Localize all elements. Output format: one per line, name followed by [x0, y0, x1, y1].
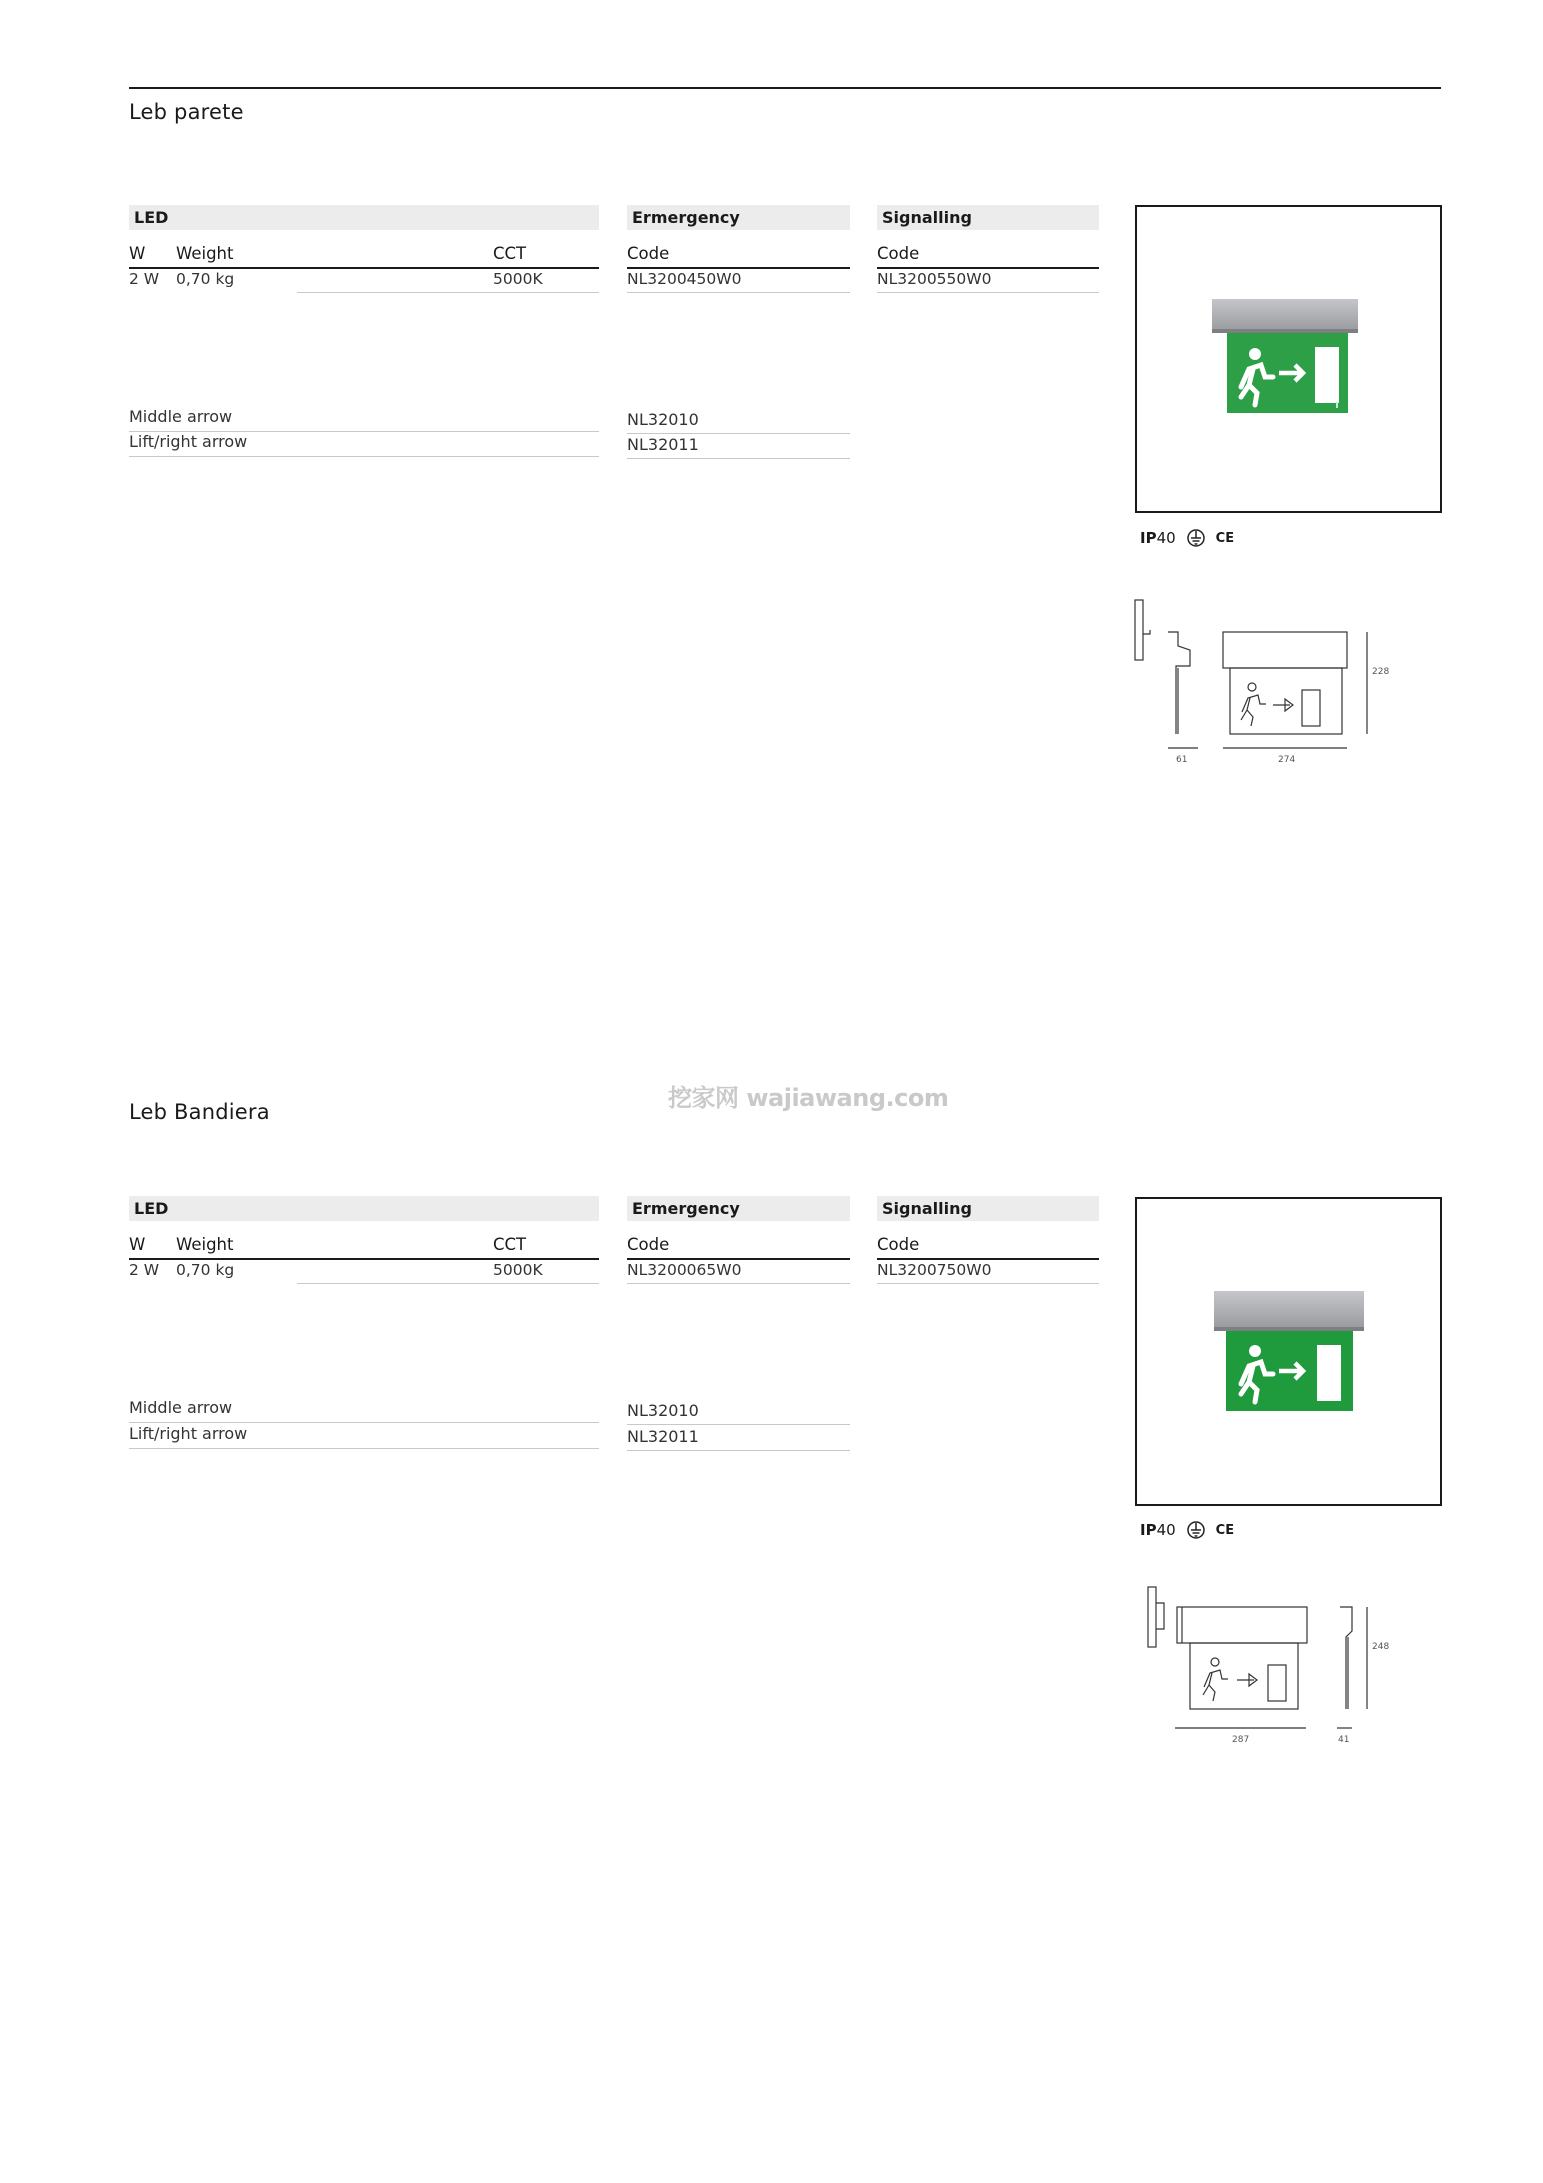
col-cct-label: CCT — [493, 1235, 527, 1254]
accessory-code: NL32010 — [627, 410, 699, 429]
ce-mark-icon: CE — [1215, 1522, 1235, 1538]
dim-height: 248 — [1372, 1642, 1390, 1652]
signalling-code-label: Code — [877, 1235, 920, 1254]
exit-sign-image — [1137, 1199, 1440, 1504]
signalling-header: Signalling — [877, 1196, 1099, 1221]
dim-width: 274 — [1278, 755, 1296, 765]
accessory-rule — [129, 1422, 599, 1423]
col-weight-label: Weight — [176, 1235, 234, 1254]
accessory-label: Middle arrow — [129, 407, 233, 426]
col-w-label: W — [129, 1235, 146, 1254]
signalling-code: NL3200750W0 — [877, 1261, 992, 1279]
section-title: Leb parete — [129, 100, 244, 124]
led-weight-value: 0,70 kg — [176, 1261, 235, 1279]
signalling-row-rule — [877, 1283, 1099, 1284]
exit-sign-image — [1137, 207, 1440, 511]
emergency-row-rule — [627, 1283, 850, 1284]
accessory-label: Middle arrow — [129, 1398, 233, 1417]
accessory-code: NL32010 — [627, 1401, 699, 1420]
emergency-rule — [627, 1258, 850, 1260]
dim-depth: 41 — [1338, 1735, 1350, 1745]
led-row-rule — [297, 1283, 599, 1284]
dim-depth: 61 — [1176, 755, 1188, 765]
accessory-rule — [129, 456, 599, 457]
col-weight-label: Weight — [176, 244, 234, 263]
signalling-rule — [877, 1258, 1099, 1260]
led-w-value: 2 W — [129, 270, 160, 288]
technical-drawing — [1130, 598, 1400, 768]
emergency-code: NL3200065W0 — [627, 1261, 742, 1279]
accessory-code-rule — [627, 1424, 850, 1425]
product-photo — [1135, 205, 1442, 513]
accessory-code: NL32011 — [627, 1427, 699, 1446]
dim-width: 287 — [1232, 1735, 1250, 1745]
emergency-header: Ermergency — [627, 205, 850, 230]
certifications — [1140, 528, 1234, 548]
led-rule — [129, 267, 599, 269]
led-weight-value: 0,70 kg — [176, 270, 235, 288]
class-earth-icon — [1186, 1520, 1206, 1540]
led-cct-value: 5000K — [493, 1261, 543, 1279]
top-rule — [129, 87, 1441, 89]
ce-mark-icon: CE — [1215, 530, 1235, 546]
accessory-label: Lift/right arrow — [129, 1424, 248, 1443]
section-title: Leb Bandiera — [129, 1100, 270, 1124]
accessory-rule — [129, 1448, 599, 1449]
accessory-code-rule — [627, 458, 850, 459]
signalling-code-label: Code — [877, 244, 920, 263]
emergency-rule — [627, 267, 850, 269]
emergency-header: Ermergency — [627, 1196, 850, 1221]
ip-rating: IP40 — [1140, 1521, 1176, 1539]
signalling-row-rule — [877, 292, 1099, 293]
led-w-value: 2 W — [129, 1261, 160, 1279]
signalling-rule — [877, 267, 1099, 269]
signalling-header: Signalling — [877, 205, 1099, 230]
led-header: LED — [129, 1196, 599, 1221]
col-cct-label: CCT — [493, 244, 527, 263]
emergency-code: NL3200450W0 — [627, 270, 742, 288]
product-photo — [1135, 1197, 1442, 1506]
led-cct-value: 5000K — [493, 270, 543, 288]
col-w-label: W — [129, 244, 146, 263]
emergency-row-rule — [627, 292, 850, 293]
technical-drawing — [1140, 1585, 1410, 1760]
certifications — [1140, 1520, 1234, 1540]
accessory-label: Lift/right arrow — [129, 432, 248, 451]
led-row-rule — [297, 292, 599, 293]
led-rule — [129, 1258, 599, 1260]
signalling-code: NL3200550W0 — [877, 270, 992, 288]
dim-height: 228 — [1372, 667, 1390, 677]
watermark: 挖家网 wajiawang.com — [668, 1084, 949, 1112]
accessory-code-rule — [627, 1450, 850, 1451]
accessory-code-rule — [627, 433, 850, 434]
accessory-code: NL32011 — [627, 435, 699, 454]
ip-rating: IP40 — [1140, 529, 1176, 547]
led-header: LED — [129, 205, 599, 230]
class-earth-icon — [1186, 528, 1206, 548]
emergency-code-label: Code — [627, 244, 670, 263]
emergency-code-label: Code — [627, 1235, 670, 1254]
